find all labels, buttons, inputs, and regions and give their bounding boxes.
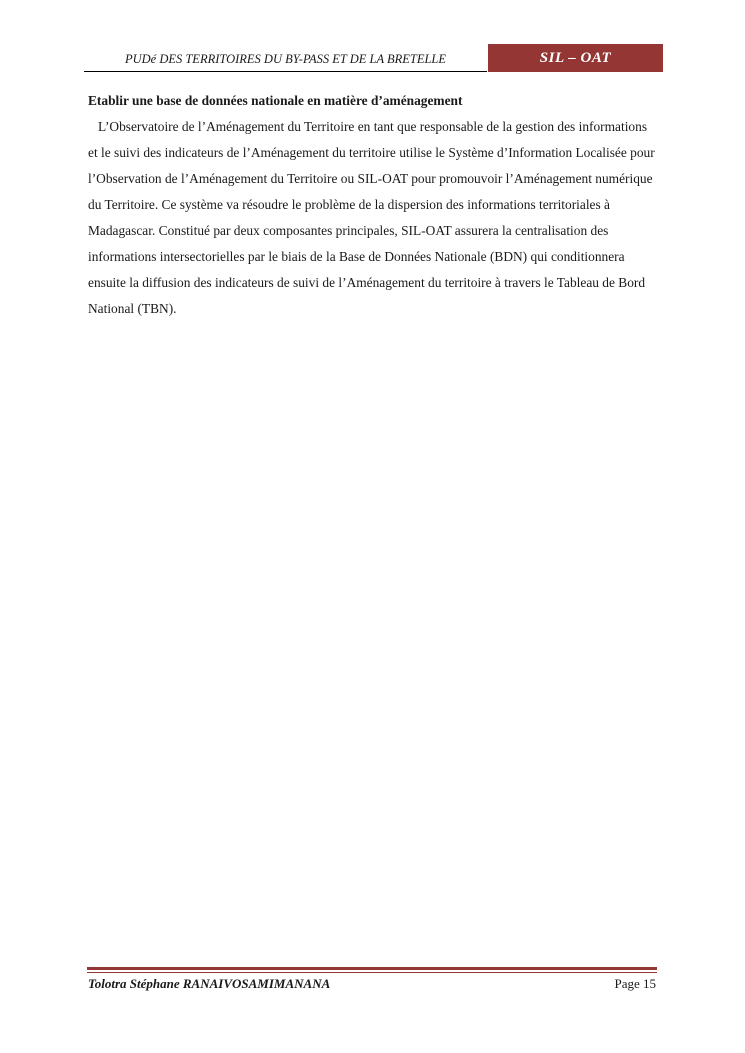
section-title: Etablir une base de données nationale en matière d’aménagement: [88, 93, 463, 108]
page-body: [88, 88, 660, 322]
page-number: Page 15: [614, 976, 656, 991]
footer-divider-thick: [87, 967, 657, 970]
body-paragraph: L’Observatoire de l’Aménagement du Territoire en tant que responsable de la gestion des informations et le suivi des indicateurs de l’Aménagement du territoire utilise le Système d’Information Localisée pour l’Observation de l’Aménagement du Territoire ou SIL-OAT pour promouvoir l’Aménagement numérique du Territoire. Ce système va résoudre le problème de la dispersion des informations territoriales à Madagascar. Constitué par deux composantes principales, SIL-OAT assurera la centralisation des informations intersectorielles par le biais de la Base de Données Nationale (BDN) qui conditionnera ensuite la diffusion des indicateurs de suivi de l’Aménagement du territoire à travers le Tableau de Bord National (TBN).: [88, 119, 655, 316]
page-header: [84, 44, 663, 72]
header-project-badge: SIL – OAT: [488, 44, 663, 72]
header-document-title: PUDé DES TERRITOIRES DU BY-PASS ET DE LA BRETELLE: [84, 44, 487, 72]
footer-author: Tolotra Stéphane RANAIVOSAMIMANANA: [88, 976, 331, 991]
footer-divider-thin: [87, 972, 657, 973]
